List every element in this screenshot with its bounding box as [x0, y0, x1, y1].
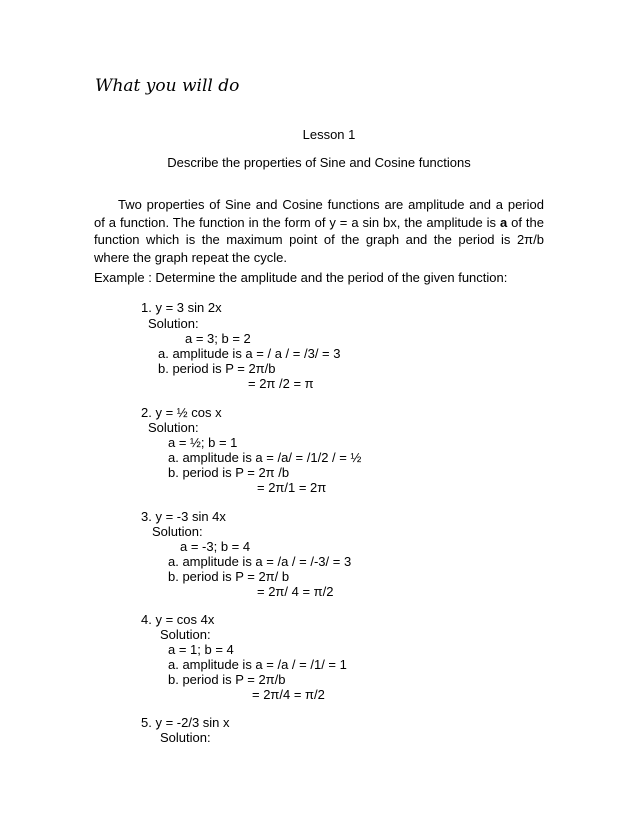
amplitude-step: a. amplitude is a = /a / = /1/ = 1	[168, 657, 347, 672]
solution-label: Solution:	[152, 524, 203, 539]
amplitude-step: a. amplitude is a = /a/ = /1/2 / = ½	[168, 450, 362, 465]
problem-equation: 1. y = 3 sin 2x	[141, 300, 222, 315]
solution-label: Solution:	[148, 316, 199, 331]
solution-values: a = ½; b = 1	[168, 435, 238, 450]
lesson-subtitle: Describe the properties of Sine and Cosine functions	[167, 155, 471, 170]
period-result: = 2π/ 4 = π/2	[257, 584, 334, 599]
period-step: b. period is P = 2π/b	[168, 672, 286, 687]
period-step: b. period is P = 2π/b	[158, 361, 276, 376]
period-result: = 2π/4 = π/2	[252, 687, 325, 702]
problem-equation: 2. y = ½ cos x	[141, 405, 222, 420]
period-step: b. period is P = 2π /b	[168, 465, 290, 480]
amplitude-step: a. amplitude is a = /a / = /-3/ = 3	[168, 554, 352, 569]
intro-paragraph	[94, 196, 544, 266]
example-prompt: Example : Determine the amplitude and the period of the given function:	[94, 270, 508, 285]
problem-equation: 4. y = cos 4x	[141, 612, 215, 627]
solution-label: Solution:	[160, 730, 211, 745]
problem-equation: 3. y = -3 sin 4x	[141, 509, 226, 524]
intro-text-2: of the function which is the maximum point of the graph and the period is 2π/b where the graph repeat the cycle.	[94, 214, 544, 265]
solution-values: a = 3; b = 2	[185, 331, 251, 346]
solution-values: a = -3; b = 4	[180, 539, 251, 554]
solution-values: a = 1; b = 4	[168, 642, 234, 657]
page-heading: What you will do	[95, 76, 240, 96]
period-step: b. period is P = 2π/ b	[168, 569, 290, 584]
amplitude-step: a. amplitude is a = / a / = /3/ = 3	[158, 346, 341, 361]
intro-text-1: Two properties of Sine and Cosine functions are amplitude and a period of a function. The function in the form of y = a sin bx, the amplitude is	[94, 197, 544, 230]
intro-bold-a: a	[499, 214, 508, 230]
lesson-title: Lesson 1	[302, 127, 356, 142]
period-result: = 2π /2 = π	[248, 376, 314, 391]
solution-label: Solution:	[148, 420, 199, 435]
problem-equation: 5. y = -2/3 sin x	[141, 715, 230, 730]
solution-label: Solution:	[160, 627, 211, 642]
period-result: = 2π/1 = 2π	[257, 480, 327, 495]
